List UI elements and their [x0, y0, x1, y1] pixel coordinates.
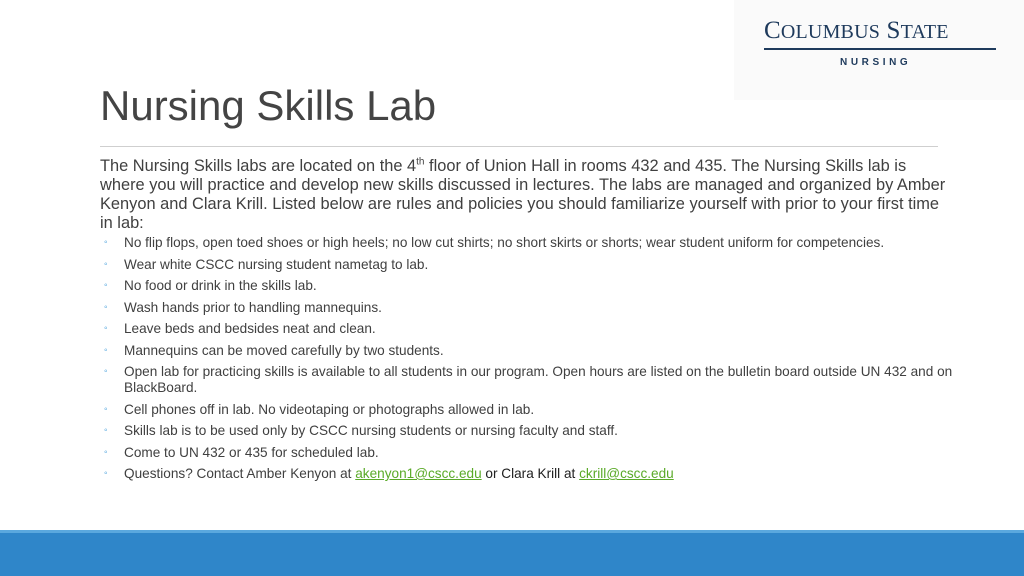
rule-item: ◦ Leave beds and bedsides neat and clean. [104, 321, 376, 336]
bullet-icon: ◦ [104, 425, 108, 436]
email-link-amber-kenyon[interactable]: akenyon1@cscc.edu [355, 466, 482, 481]
rule-item: ◦ Come to UN 432 or 435 for scheduled lab. [104, 444, 379, 460]
title-divider [100, 146, 938, 147]
columbus-state-logo [734, 0, 1024, 100]
logo-wordmark: COLUMBUS STATE [764, 17, 949, 44]
logo-rule [764, 48, 996, 50]
bullet-icon: ◦ [104, 280, 108, 291]
contact-item: ◦ Questions? Contact Amber Kenyon at akenyon1@cscc.edu or Clara Krill at ckrill@cscc.edu [104, 466, 674, 481]
bullet-icon: ◦ [104, 237, 108, 248]
bullet-icon: ◦ [104, 301, 108, 313]
rule-item: ◦ Mannequins can be moved carefully by two students. [104, 342, 444, 358]
bullet-icon: ◦ [104, 366, 108, 377]
rule-item: ◦ No food or drink in the skills lab. [104, 278, 317, 293]
bullet-icon: ◦ [104, 446, 108, 458]
rule-item: ◦ No flip flops, open toed shoes or high heels; no low cut shirts; no short skirts or shorts; wear student uniform for competencies. [104, 235, 885, 250]
bullet-icon: ◦ [104, 323, 108, 334]
rule-item: ◦ Cell phones off in lab. No videotaping or photographs allowed in lab. [104, 401, 535, 417]
rule-item: ◦ Open lab for practicing skills is available to all students in our program. Open hours are listed on the bulletin board outside UN 432 and on BlackBoard. [104, 364, 953, 395]
bullet-icon: ◦ [104, 468, 108, 479]
slide-title: Nursing Skills Lab [100, 82, 437, 129]
rule-item: ◦ Wear white CSCC nursing student nametag to lab. [104, 256, 429, 272]
intro-paragraph: The Nursing Skills labs are located on the 4th floor of Union Hall in rooms 432 and 435. The Nursing Skills lab is where you will practice and develop new skills discussed in lectures. The labs are managed and organized by Amber Kenyon and Clara Krill. Listed below are rules and policies you should familiarize yourself with prior to your first time in lab: [100, 156, 946, 232]
rule-item: ◦ Skills lab is to be used only by CSCC nursing students or nursing faculty and staff. [104, 423, 618, 438]
rule-item: ◦ Wash hands prior to handling mannequins. [104, 299, 382, 315]
logo-subtitle: NURSING [840, 57, 912, 68]
bullet-icon: ◦ [104, 344, 108, 356]
bullet-icon: ◦ [104, 403, 108, 415]
rules-list [104, 235, 954, 488]
bullet-icon: ◦ [104, 258, 108, 270]
footer-band [0, 530, 1024, 576]
email-link-clara-krill[interactable]: ckrill@cscc.edu [579, 466, 674, 481]
